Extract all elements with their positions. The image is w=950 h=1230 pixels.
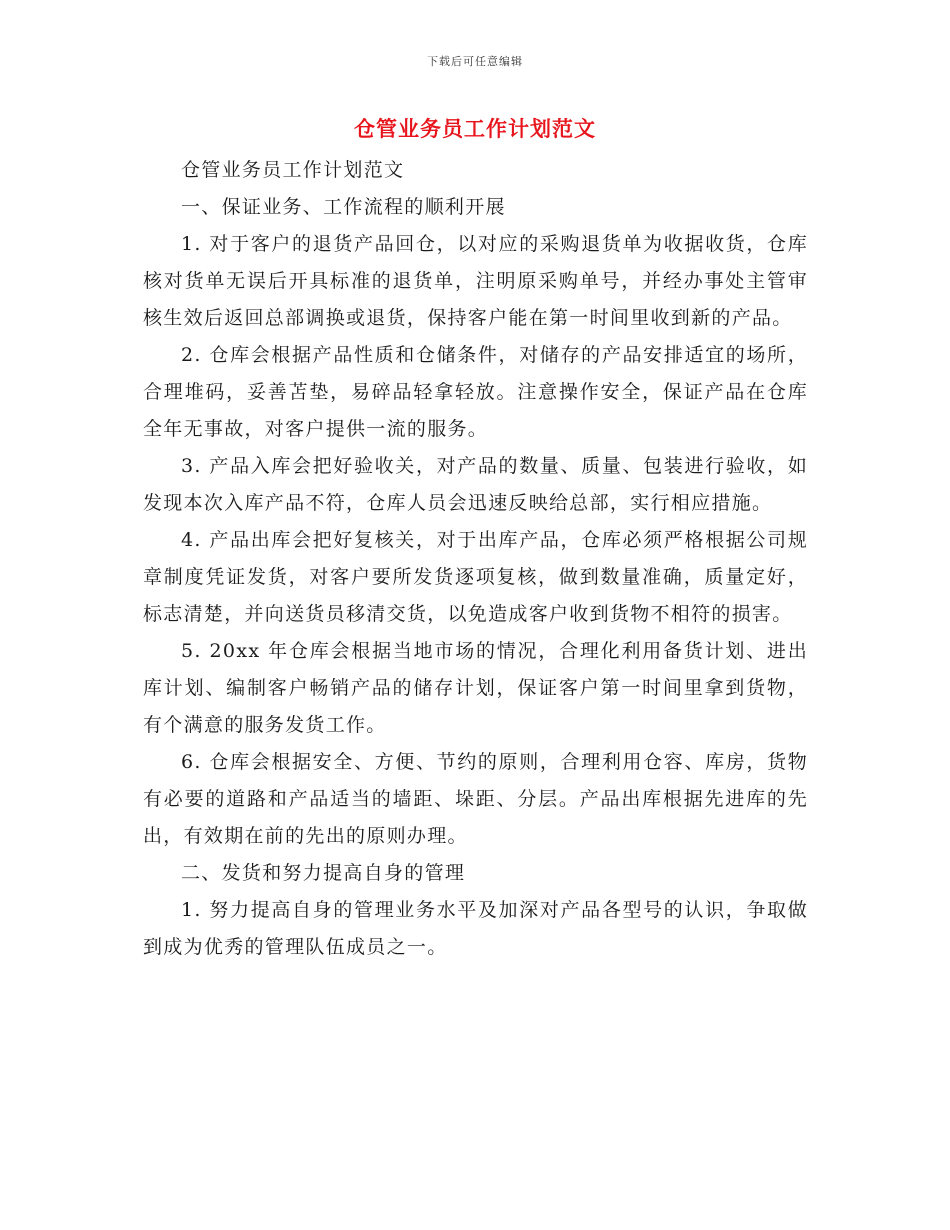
paragraph-subtitle: 仓管业务员工作计划范文	[181, 159, 405, 181]
paragraph-item: 2. 仓库会根据产品性质和仓储条件，对储存的产品安排适宜的场所，合理堆码，妥善苫垫，易碎品轻拿轻放。注意操作安全，保证产品在仓库全年无事故，对客户提供一流的服务。	[143, 344, 808, 440]
document-title: 仓管业务员工作计划范文	[354, 116, 596, 141]
paragraph-item: 4. 产品出库会把好复核关，对于出库产品，仓库必须严格根据公司规章制度凭证发货，对客户要所发货逐项复核，做到数量准确，质量定好，标志清楚，并向送货员移清交货，以免造成客户收到货物不相符的损害。	[143, 529, 808, 625]
document-body	[143, 152, 808, 966]
paragraph-item: 1. 努力提高自身的管理业务水平及加深对产品各型号的认识，争取做到成为优秀的管理队伍成员之一。	[143, 899, 808, 958]
paragraph-item: 1. 对于客户的退货产品回仓，以对应的采购退货单为收据收货，仓库核对货单无误后开具标准的退货单，注明原采购单号，并经办事处主管审核生效后返回总部调换或退货，保持客户能在第一时间里收到新的产品。	[143, 233, 808, 329]
paragraph-item: 3. 产品入库会把好验收关，对产品的数量、质量、包装进行验收，如发现本次入库产品不符，仓库人员会迅速反映给总部，实行相应措施。	[143, 455, 808, 514]
section-heading-2: 二、发货和努力提高自身的管理	[181, 862, 466, 884]
section-heading-1: 一、保证业务、工作流程的顺利开展	[181, 196, 506, 218]
header-note: 下载后可任意编辑	[427, 55, 523, 68]
paragraph-item: 5. 20xx 年仓库会根据当地市场的情况，合理化利用备货计划、进出库计划、编制客户畅销产品的储存计划，保证客户第一时间里拿到货物，有个满意的服务发货工作。	[143, 640, 808, 736]
paragraph-item: 6. 仓库会根据安全、方便、节约的原则，合理利用仓容、库房，货物有必要的道路和产品适当的墙距、垛距、分层。产品出库根据先进库的先出，有效期在前的先出的原则办理。	[143, 751, 808, 847]
